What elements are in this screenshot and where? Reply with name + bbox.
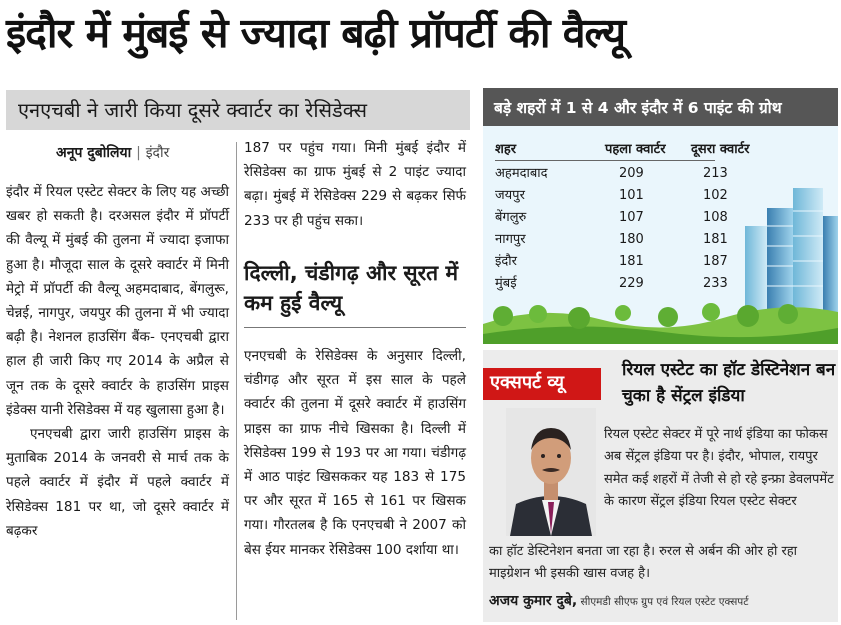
table-cell-q2: 181: [703, 232, 728, 247]
table-cell-city: बेंगलुरु: [495, 210, 527, 225]
table-cell-city: मुंबई: [495, 276, 517, 291]
byline: [56, 143, 169, 162]
table-row: [495, 274, 735, 294]
article-paragraph: 187 पर पहुंच गया। मिनी मुंबई इंदौर में रेसिडेक्स का ग्राफ मुंबई से 2 पाइंट ज्यादा बढ़ा। मुंबई में रेसिडेक्स 229 से बढ़कर सिर्फ 233 पर ही पहुंच सका।: [244, 140, 466, 229]
byline-city: इंदौर: [145, 145, 170, 161]
table-header-rule: [495, 160, 715, 161]
expert-view-body: रियल एस्टेट सेक्टर में पूरे नार्थ इंडिया का फोकस अब सेंट्रल इंडिया पर है। इंदौर, भोपाल, रायपुर समेत कई शहरों में तेजी से हो रहे इन्फ्रा डेवलपमेंट के कारण सेंट्रल इंडिया रियल एस्टेट सेक्टर: [604, 427, 834, 510]
expert-role: सीएमडी सीएफ ग्रुप एवं रियल एस्टेट एक्सपर्ट: [577, 596, 749, 608]
expert-view-badge-label: एक्सपर्ट व्यू: [490, 372, 564, 393]
article-column-1: [6, 180, 229, 543]
subheadline: एनएचबी ने जारी किया दूसरे क्वार्टर का रेसिडेक्स: [18, 98, 368, 122]
expert-name: अजय कुमार दुबे,: [489, 593, 578, 609]
article-paragraph: एनएचबी के रेसिडेक्स के अनुसार दिल्ली, चंडीगढ़ और सूरत में इस साल के पहले क्वार्टर की तुलना में दूसरे क्वार्टर में हाउसिंग प्राइस का ग्राफ नीचे खिसका है। दिल्ली में रेसिडेक्स 199 से 193 पर आ गया। चंडीगढ़ में आठ पाइंट खिसककर यह 183 से 175 पर और सूरत में 165 से 161 पर खिसक गया। गौरतलब है कि एनएचबी ने 2007 को बेस ईयर मानकर रेसिडेक्स 100 दर्शाया था।: [244, 348, 466, 558]
table-cell-q2: 102: [703, 188, 728, 203]
expert-view-body-continued: का हॉट डेस्टिनेशन बनता जा रहा है। रुरल से अर्बन की ओर हो रहा माइग्रेशन भी इसकी खास वजह है।: [489, 544, 798, 582]
table-header-q2: दूसरा क्वार्टर: [691, 142, 750, 157]
table-cell-q2: 108: [703, 210, 728, 225]
byline-separator: |: [136, 145, 141, 161]
table-row: [495, 252, 735, 272]
table-title: बड़े शहरों में 1 से 4 और इंदौर में 6 पाइंट की ग्रोथ: [494, 99, 782, 117]
table-cell-q1: 181: [619, 254, 644, 269]
table-cell-q1: 101: [619, 188, 644, 203]
table-cell-q2: 213: [703, 166, 728, 181]
table-row: [495, 230, 735, 250]
article-paragraph: एनएचबी द्वारा जारी हाउसिंग प्राइस के मुताबिक 2014 के जनवरी से मार्च तक के पहले क्वार्टर में इंदौर में पहले क्वार्टर में रेसिडेक्स 181 पर था, जो दूसरे क्वार्टर में बढ़कर: [6, 426, 229, 539]
table-header-city: शहर: [495, 142, 517, 157]
table-cell-q2: 187: [703, 254, 728, 269]
column-divider: [236, 142, 237, 620]
table-cell-city: जयपुर: [495, 188, 525, 203]
table-header-q1: पहला क्वार्टर: [605, 142, 666, 157]
crosshead-rule: [244, 327, 466, 328]
table-cell-city: इंदौर: [495, 254, 517, 269]
table-cell-q1: 229: [619, 276, 644, 291]
table-row: [495, 164, 735, 184]
article-column-3: [244, 344, 466, 562]
table-cell-q2: 233: [703, 276, 728, 291]
expert-view-title: रियल एस्टेट का हॉट डेस्टिनेशन बन चुका है सेंट्रल इंडिया: [622, 360, 836, 406]
table-cell-q1: 180: [619, 232, 644, 247]
table-cell-q1: 209: [619, 166, 644, 181]
expert-signature: [489, 590, 834, 610]
table-row: [495, 186, 735, 206]
headline: इंदौर में मुंबई से ज्यादा बढ़ी प्रॉपर्टी की वैल्यू: [6, 9, 626, 57]
expert-photo: [506, 408, 596, 536]
crosshead: दिल्ली, चंडीगढ़ और सूरत में कम हुई वैल्यू: [244, 261, 458, 315]
byline-author: अनूप दुबोलिया: [56, 145, 132, 161]
table-cell-q1: 107: [619, 210, 644, 225]
article-column-2: [244, 136, 466, 233]
table-cell-city: नागपुर: [495, 232, 526, 247]
table-cell-city: अहमदाबाद: [495, 166, 548, 181]
table-row: [495, 208, 735, 228]
article-paragraph: इंदौर में रियल एस्टेट सेक्टर के लिए यह अच्छी खबर हो सकती है। दरअसल इंदौर में प्रॉपर्टी की वैल्यू में मुंबई की तुलना में ज्यादा इजाफा हुआ है। मौजूदा साल के दूसरे क्वार्टर में मिनी मेट्रो में प्रॉपर्टी की वैल्यू अहमदाबाद, बेंगलुरू, चेन्नई, नागपुर, जयपुर की तुलना में भी ज्यादा बढ़ी है। नेशनल हाउसिंग बैंक- एनएचबी द्वारा हाल ही जारी किए गए 2014 के अप्रैल से जून तक के दूसरे क्वार्टर के हाउसिंग प्राइस इंडेक्स यानी रेसिडेक्स में यह खुलासा हुआ है।: [6, 184, 229, 418]
